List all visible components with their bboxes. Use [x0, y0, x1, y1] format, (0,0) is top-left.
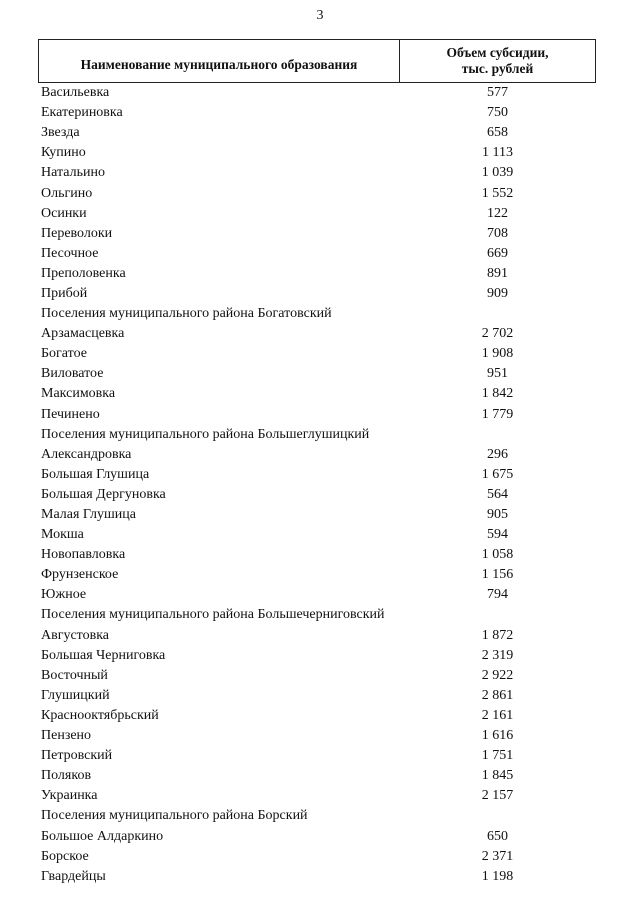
table-row: [38, 264, 596, 284]
municipality-name: Мокша: [41, 527, 84, 543]
municipality-name: Натальино: [41, 165, 105, 181]
subsidy-value: 577: [487, 85, 508, 101]
subsidy-value: 1 845: [481, 768, 514, 784]
table-row: [38, 163, 596, 183]
municipality-name: Песочное: [41, 245, 99, 261]
municipality-name: Пензено: [41, 728, 92, 744]
table-row: [38, 284, 596, 304]
subsidy-value: 1 039: [481, 165, 514, 181]
table-header: [38, 39, 596, 83]
municipality-name: Прибой: [41, 285, 88, 301]
table-row: [38, 505, 596, 525]
section-heading: Поселения муниципального района Большеглушицкий: [41, 426, 370, 442]
subsidy-value: 1 751: [481, 748, 514, 764]
table-row: [38, 344, 596, 364]
municipality-name: Арзамасцевка: [41, 326, 125, 342]
subsidy-value: 1 842: [481, 386, 514, 402]
table-row: [38, 123, 596, 143]
table-row: [38, 83, 596, 103]
table-row: [38, 465, 596, 485]
municipality-name: Южное: [41, 587, 87, 603]
subsidy-value: 1 058: [481, 547, 514, 563]
municipality-name: Глушицкий: [41, 687, 110, 703]
table-row: [38, 746, 596, 766]
municipality-name: Поляков: [41, 768, 92, 784]
table-row: [38, 565, 596, 585]
municipality-name: Васильевка: [41, 85, 110, 101]
subsidy-value: 1 616: [481, 728, 514, 744]
header-value-column: [400, 40, 595, 82]
municipality-name: Максимовка: [41, 386, 116, 402]
municipality-name: Печинено: [41, 406, 100, 422]
subsidy-value: 2 922: [481, 667, 514, 683]
subsidy-value: 1 675: [481, 466, 514, 482]
subsidy-value: 2 702: [481, 326, 514, 342]
table-row: [38, 766, 596, 786]
subsidy-value: 594: [487, 527, 508, 543]
table-row: [38, 867, 596, 887]
subsidy-value: 669: [487, 245, 508, 261]
municipality-name: Большая Глушица: [41, 466, 150, 482]
subsidy-value: 1 113: [482, 145, 513, 161]
section-heading-row: [38, 806, 596, 826]
table-row: [38, 847, 596, 867]
subsidy-value: 708: [487, 225, 508, 241]
municipality-name: Переволоки: [41, 225, 113, 241]
municipality-name: Большая Черниговка: [41, 647, 166, 663]
municipality-name: Петровский: [41, 748, 113, 764]
municipality-name: Новопавловка: [41, 547, 126, 563]
table-row: [38, 183, 596, 203]
municipality-name: Гвардейцы: [41, 868, 106, 884]
table-row: [38, 445, 596, 465]
table-row: [38, 324, 596, 344]
subsidy-table: [38, 39, 596, 887]
table-row: [38, 666, 596, 686]
municipality-name: Восточный: [41, 667, 108, 683]
subsidy-value: 2 319: [481, 647, 514, 663]
municipality-name: Екатериновка: [41, 105, 123, 121]
subsidy-value: 122: [487, 205, 508, 221]
municipality-name: Осинки: [41, 205, 87, 221]
municipality-name: Украинка: [41, 788, 98, 804]
section-heading-row: [38, 605, 596, 625]
table-body: [38, 83, 596, 887]
subsidy-value: 2 861: [481, 687, 514, 703]
table-row: [38, 525, 596, 545]
table-row: [38, 646, 596, 666]
section-heading-row: [38, 304, 596, 324]
subsidy-value: 564: [487, 486, 508, 502]
table-row: [38, 585, 596, 605]
municipality-name: Виловатое: [41, 366, 104, 382]
subsidy-value: 2 157: [481, 788, 514, 804]
municipality-name: Большая Дергуновка: [41, 486, 166, 502]
subsidy-value: 1 908: [481, 346, 514, 362]
table-row: [38, 626, 596, 646]
municipality-name: Ольгино: [41, 185, 93, 201]
municipality-name: Малая Глушица: [41, 507, 136, 523]
table-row: [38, 726, 596, 746]
subsidy-value: 1 198: [481, 868, 514, 884]
subsidy-value: 794: [487, 587, 508, 603]
subsidy-value: 909: [487, 285, 508, 301]
municipality-name: Александровка: [41, 446, 132, 462]
table-row: [38, 485, 596, 505]
subsidy-value: 891: [487, 265, 508, 281]
table-row: [38, 405, 596, 425]
header-value-line2: тыс. рублей: [461, 61, 534, 76]
municipality-name: Богатое: [41, 346, 87, 362]
subsidy-value: 905: [487, 507, 508, 523]
subsidy-value: 951: [487, 366, 508, 382]
section-heading: Поселения муниципального района Богатовский: [41, 306, 332, 322]
table-row: [38, 143, 596, 163]
municipality-name: Августовка: [41, 627, 110, 643]
subsidy-value: 296: [487, 446, 508, 462]
subsidy-value: 1 552: [481, 185, 514, 201]
subsidy-value: 750: [487, 105, 508, 121]
page-number: 3: [316, 8, 324, 23]
header-name-column: Наименование муниципального образования: [39, 40, 400, 82]
subsidy-value: 1 872: [481, 627, 514, 643]
subsidy-value: 1 156: [481, 567, 514, 583]
subsidy-value: 2 371: [481, 848, 514, 864]
subsidy-value: 2 161: [481, 707, 514, 723]
table-row: [38, 103, 596, 123]
section-heading: Поселения муниципального района Большечерниговский: [41, 607, 385, 623]
table-row: [38, 384, 596, 404]
subsidy-value: 650: [487, 828, 508, 844]
table-row: [38, 224, 596, 244]
municipality-name: Фрунзенское: [41, 567, 119, 583]
table-row: [38, 244, 596, 264]
municipality-name: Купино: [41, 145, 86, 161]
municipality-name: Преполовенка: [41, 265, 126, 281]
section-heading-row: [38, 425, 596, 445]
municipality-name: Краснооктябрьский: [41, 707, 159, 723]
table-row: [38, 545, 596, 565]
table-row: [38, 204, 596, 224]
table-row: [38, 686, 596, 706]
municipality-name: Борское: [41, 848, 89, 864]
table-row: [38, 826, 596, 846]
table-row: [38, 364, 596, 384]
section-heading: Поселения муниципального района Борский: [41, 808, 308, 824]
table-row: [38, 706, 596, 726]
table-row: [38, 786, 596, 806]
municipality-name: Большое Алдаркино: [41, 828, 164, 844]
subsidy-value: 658: [487, 125, 508, 141]
municipality-name: Звезда: [41, 125, 80, 141]
subsidy-value: 1 779: [481, 406, 514, 422]
header-value-line1: Объем субсидии,: [446, 45, 549, 60]
